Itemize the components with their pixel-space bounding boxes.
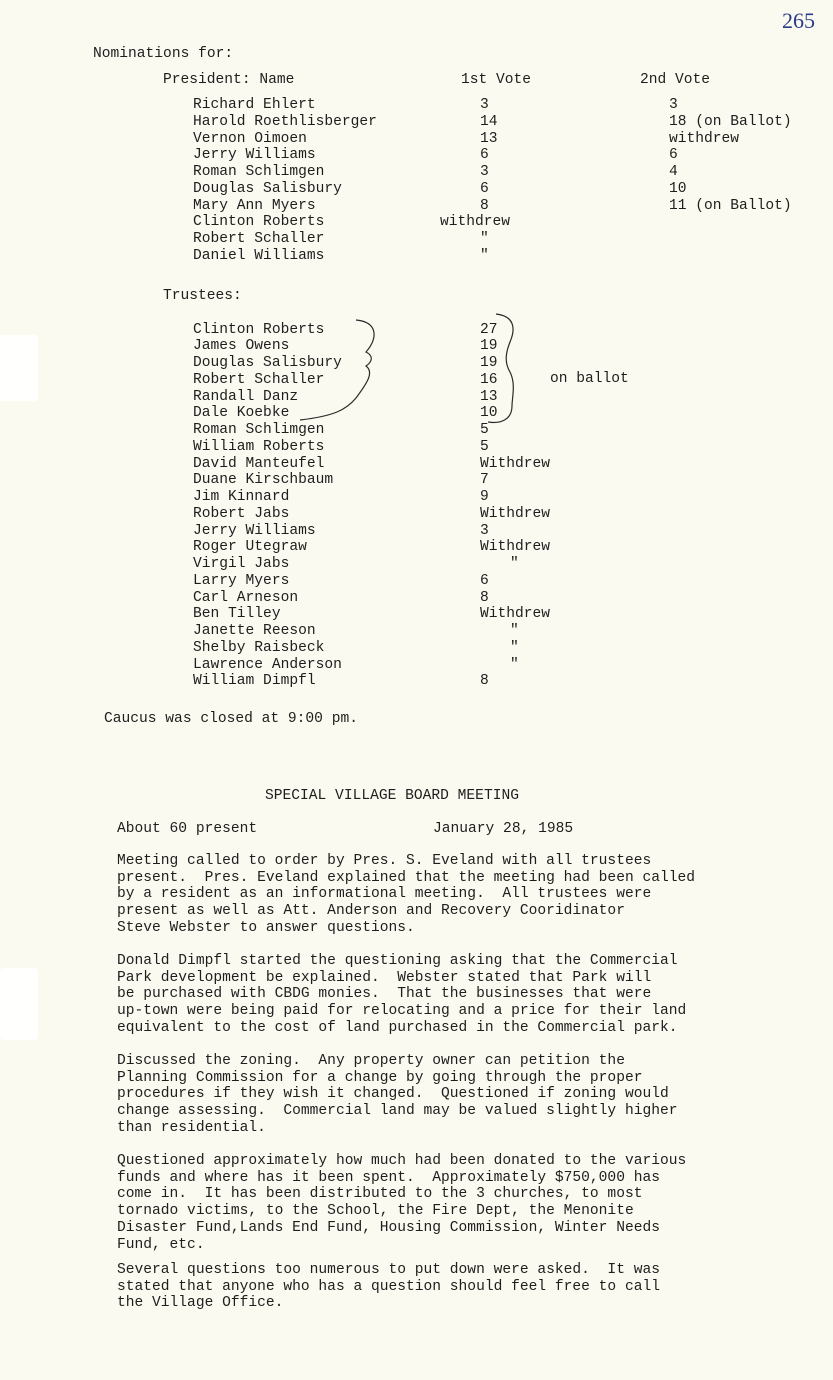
trustee-name: Carl Arneson: [193, 589, 299, 606]
paragraph-line: Donald Dimpfl started the questioning asking that the Commercial: [117, 953, 678, 969]
minutes-paragraph: [117, 1262, 797, 1312]
trustee-name: Jim Kinnard: [193, 489, 290, 505]
second-vote: 10: [669, 180, 687, 197]
minutes-paragraph: [117, 953, 797, 1037]
paragraph-line: procedures if they wish it changed. Questioned if zoning would: [117, 1086, 669, 1103]
president-name: Richard Ehlert: [193, 97, 316, 113]
trustee-vote: 5: [480, 422, 489, 438]
trustee-name: Roman Schlimgen: [193, 422, 325, 438]
president-name: Harold Roethlisberger: [193, 113, 377, 130]
paragraph-line: by a resident as an informational meeting. All trustees were: [117, 886, 652, 903]
trustee-name: Janette Reeson: [193, 623, 316, 639]
paragraph-line: tornado victims, to the School, the Fire Dept, the Menonite: [117, 1203, 634, 1220]
trustee-vote: Withdrew: [480, 539, 551, 556]
president-name: Mary Ann Myers: [193, 197, 316, 214]
paragraph-line: equivalent to the cost of land purchased in the Commercial park.: [117, 1019, 678, 1036]
trustee-name: Roger Utegraw: [193, 539, 307, 556]
trustee-name: Duane Kirschbaum: [193, 472, 334, 489]
paragraph-line: Discussed the zoning. Any property owner can petition the: [117, 1053, 625, 1069]
trustee-vote: 6: [480, 572, 489, 589]
first-vote: 6: [480, 180, 489, 197]
page-number: 265: [782, 8, 815, 33]
president-name: Roman Schlimgen: [193, 164, 325, 180]
president-name: Robert Schaller: [193, 231, 325, 247]
trustee-vote: Withdrew: [480, 455, 551, 472]
paragraph-line: Several questions too numerous to put down were asked. It was: [117, 1262, 660, 1278]
trustee-name: David Manteufel: [193, 455, 325, 472]
paragraph-line: present as well as Att. Anderson and Recovery Cooridinator: [117, 903, 625, 920]
nominations-heading: Nominations for:: [93, 46, 234, 62]
paragraph-line: present. Pres. Eveland explained that the meeting had been called: [117, 869, 696, 886]
first-vote: 3: [480, 164, 489, 180]
trustee-vote: 16: [480, 371, 498, 388]
second-vote: withdrew: [669, 130, 740, 147]
trustee-name: Larry Myers: [193, 572, 290, 589]
minutes-paragraph: [117, 1153, 797, 1253]
first-vote: 13: [480, 130, 498, 147]
president-name: Jerry Williams: [193, 147, 316, 164]
paragraph-line: than residential.: [117, 1119, 266, 1136]
attendance: About 60 present: [117, 821, 258, 837]
paragraph-line: come in. It has been distributed to the 3 churches, to most: [117, 1186, 643, 1203]
paragraph-line: be purchased with CBDG monies. That the businesses that were: [117, 986, 652, 1003]
caucus-closed-note: Caucus was closed at 9:00 pm.: [104, 711, 358, 727]
second-vote: 3: [669, 97, 678, 113]
trustee-name: William Dimpfl: [193, 673, 316, 690]
on-ballot-note: on ballot: [550, 371, 629, 387]
trustee-name: Clinton Roberts: [193, 321, 325, 338]
president-name: Daniel Williams: [193, 247, 325, 264]
trustee-vote: Withdrew: [480, 606, 551, 623]
trustee-vote: 8: [480, 589, 489, 606]
trustee-vote: ": [510, 656, 519, 673]
paragraph-line: Disaster Fund,Lands End Fund, Housing Commission, Winter Needs: [117, 1219, 660, 1236]
first-vote: 14: [480, 113, 498, 130]
trustee-name: Lawrence Anderson: [193, 656, 342, 673]
punch-hole-mark: [0, 968, 38, 1040]
paragraph-line: Meeting called to order by Pres. S. Eveland with all trustees: [117, 853, 652, 869]
second-vote: 11 (on Ballot): [669, 197, 792, 214]
paragraph-line: stated that anyone who has a question should feel free to call: [117, 1278, 660, 1295]
trustee-vote: 7: [480, 472, 489, 489]
paragraph-line: change assessing. Commercial land may be valued slightly higher: [117, 1103, 678, 1120]
first-vote: 6: [480, 147, 489, 164]
trustee-name: Robert Schaller: [193, 371, 325, 388]
trustee-name: Ben Tilley: [193, 606, 281, 623]
trustee-vote: 27: [480, 321, 498, 338]
paragraph-line: Planning Commission for a change by going through the proper: [117, 1069, 643, 1086]
paragraph-line: up-town were being paid for relocating and a price for their land: [117, 1003, 687, 1020]
trustee-vote: 19: [480, 338, 498, 355]
first-vote: ": [480, 231, 489, 247]
trustee-name: Robert Jabs: [193, 505, 290, 522]
paragraph-line: Questioned approximately how much had been donated to the various: [117, 1153, 687, 1169]
trustees-label: Trustees:: [163, 288, 242, 304]
president-name: Clinton Roberts: [193, 214, 325, 231]
first-vote: 3: [480, 97, 489, 113]
trustee-name: Shelby Raisbeck: [193, 639, 325, 656]
trustee-vote: 13: [480, 388, 498, 405]
trustee-name: Dale Koebke: [193, 405, 290, 422]
paragraph-line: Steve Webster to answer questions.: [117, 919, 415, 936]
trustee-vote: 8: [480, 673, 489, 690]
second-vote: 6: [669, 147, 678, 164]
trustee-vote: 3: [480, 522, 489, 539]
trustee-vote: Withdrew: [480, 505, 551, 522]
second-vote-header: 2nd Vote: [640, 72, 711, 88]
trustee-name: William Roberts: [193, 438, 325, 455]
trustee-vote: 10: [480, 405, 498, 422]
meeting-date: January 28, 1985: [433, 821, 574, 837]
paragraph-line: Fund, etc.: [117, 1236, 205, 1253]
meeting-title: SPECIAL VILLAGE BOARD MEETING: [265, 788, 519, 804]
trustee-name: Douglas Salisbury: [193, 355, 342, 371]
minutes-paragraph: [117, 1053, 797, 1137]
president-name: Douglas Salisbury: [193, 180, 342, 197]
minutes-paragraph: [117, 853, 797, 937]
president-name: Vernon Oimoen: [193, 130, 307, 147]
trustee-name: Randall Danz: [193, 388, 299, 405]
punch-hole-mark: [0, 335, 38, 401]
first-vote: ": [480, 247, 489, 264]
trustee-vote: 5: [480, 438, 489, 455]
second-vote: 4: [669, 164, 678, 180]
trustee-name: James Owens: [193, 338, 290, 355]
president-label: President: Name: [163, 72, 295, 88]
paragraph-line: the Village Office.: [117, 1295, 284, 1312]
trustee-vote: ": [510, 623, 519, 639]
first-vote: 8: [480, 197, 489, 214]
trustee-name: Jerry Williams: [193, 522, 316, 539]
paragraph-line: Park development be explained. Webster stated that Park will: [117, 969, 652, 986]
trustee-vote: 9: [480, 489, 489, 505]
paragraph-line: funds and where has it been spent. Approximately $750,000 has: [117, 1169, 660, 1186]
trustee-vote: 19: [480, 355, 498, 371]
trustee-vote: ": [510, 556, 519, 572]
second-vote: 18 (on Ballot): [669, 113, 792, 130]
trustee-vote: ": [510, 639, 519, 656]
trustee-name: Virgil Jabs: [193, 556, 290, 572]
first-vote: withdrew: [440, 214, 511, 231]
first-vote-header: 1st Vote: [461, 72, 532, 88]
